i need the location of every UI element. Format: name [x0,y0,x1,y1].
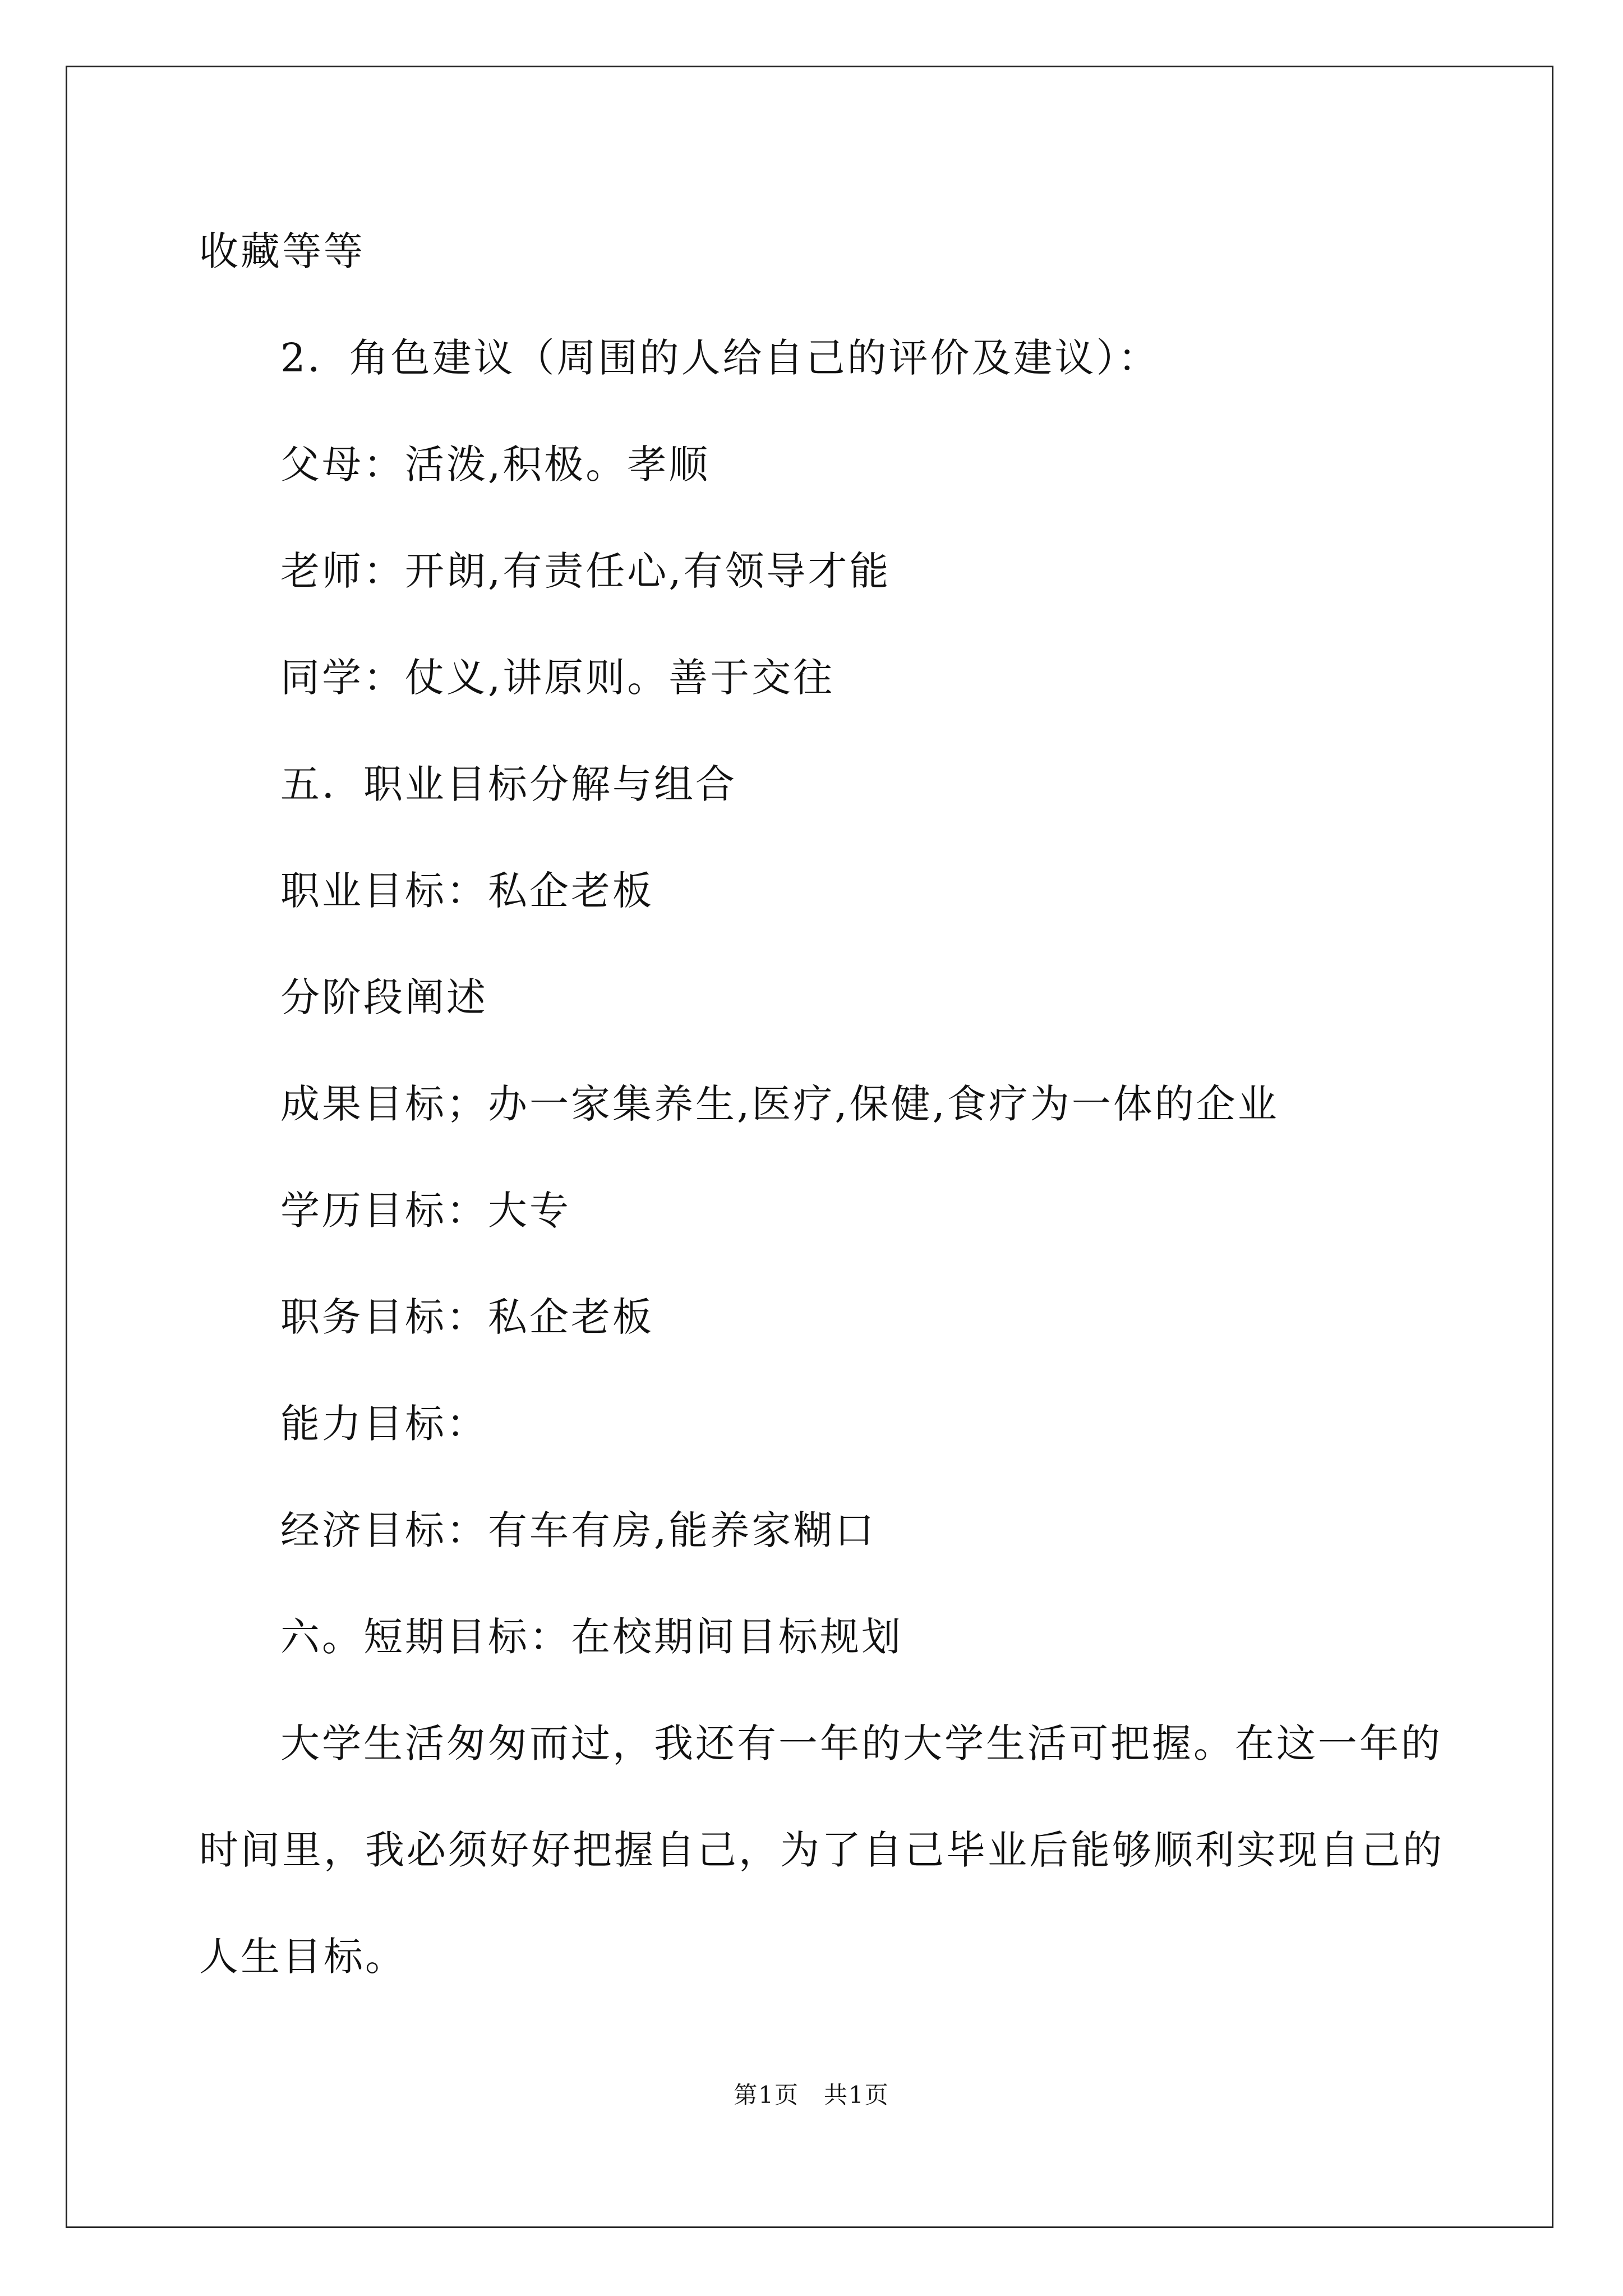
page-footer: 第1页 共1页 [734,2081,889,2109]
section-heading: 五．职业目标分解与组合 [280,761,737,807]
text-line: 2．角色建议（周围的人给自己的评价及建议）： [280,335,1160,381]
text-line: 老师：开朗,有责任心,有领导才能 [280,548,891,594]
text-line: 收藏等等 [199,228,365,274]
text-line: 职务目标：私企老板 [280,1294,654,1340]
text-line: 同学：仗义,讲原则。善于交往 [280,655,835,701]
text-line: 经济目标：有车有房,能养家糊口 [280,1507,877,1553]
section-heading: 六。短期目标：在校期间目标规划 [280,1614,903,1660]
text-line: 能力目标： [280,1401,488,1447]
text-line: 父母：活泼,积极。孝顺 [280,441,711,487]
paragraph-line: 人生目标。 [199,1934,407,1980]
paragraph-line: 大学生活匆匆而过，我还有一年的大学生活可把握。在这一年的 [280,1720,1442,1766]
text-line: 分阶段阐述 [280,974,488,1020]
text-line: 学历目标：大专 [280,1188,571,1234]
paragraph-line: 时间里，我必须好好把握自己，为了自己毕业后能够顺利实现自己的 [199,1827,1444,1873]
text-line: 职业目标：私企老板 [280,868,654,914]
page-border [66,66,1553,2228]
text-line: 成果目标；办一家集养生,医疗,保健,食疗为一体的企业 [280,1081,1279,1127]
